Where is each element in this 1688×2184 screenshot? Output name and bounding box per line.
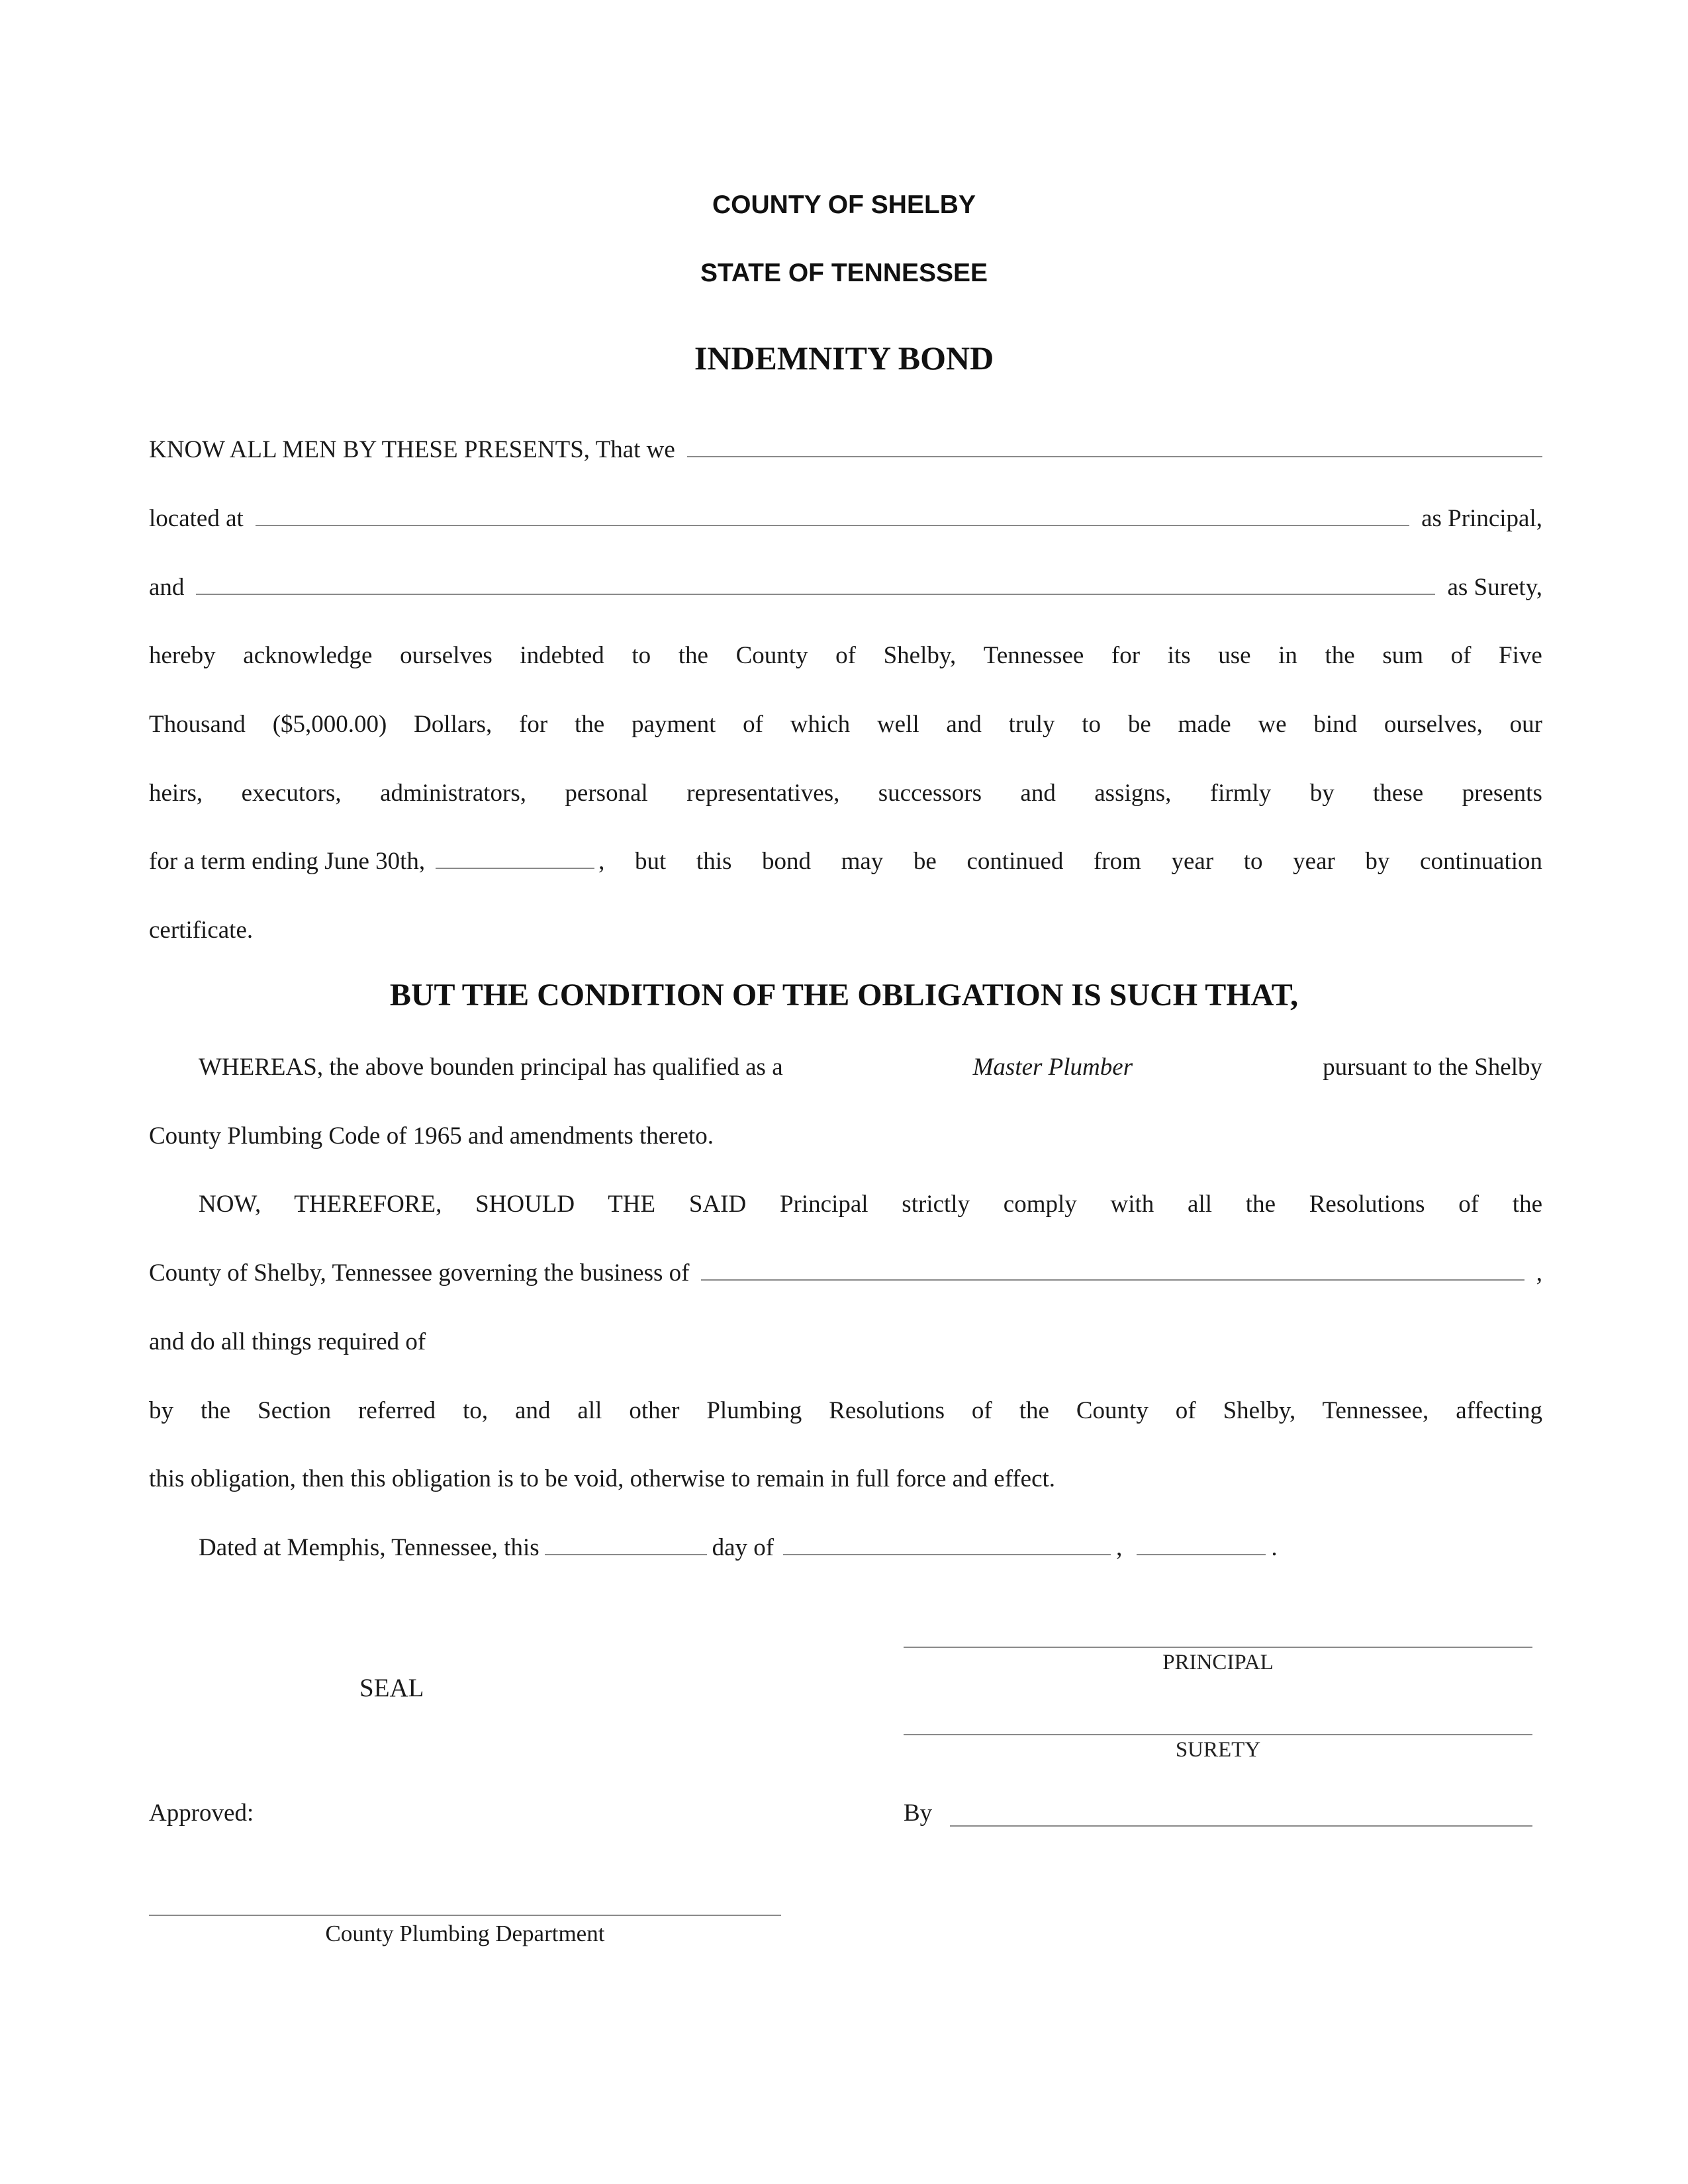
county-plumbing-department-label: County Plumbing Department — [325, 1921, 605, 1946]
word: well — [876, 711, 919, 738]
word: representatives, — [686, 780, 840, 807]
paragraph-line-4 — [149, 639, 1542, 672]
surety-signature-line[interactable] — [904, 1734, 1532, 1735]
word: to — [1082, 711, 1102, 738]
whereas-text-b: pursuant to the Shelby — [1323, 1054, 1542, 1081]
word: Shelby, — [883, 642, 957, 669]
governing-business-label: County of Shelby, Tennessee governing the business of — [149, 1259, 690, 1287]
word: Thousand — [149, 711, 246, 738]
county-header: COUNTY OF SHELBY — [712, 191, 976, 219]
as-surety-label: as Surety, — [1447, 574, 1542, 601]
word: use — [1218, 642, 1251, 669]
word: the — [1325, 642, 1355, 669]
continuation-text: , but this bond may be continued from year to year by continuation — [598, 848, 1542, 875]
by-label: By — [904, 1799, 933, 1827]
dated-at-label: Dated at Memphis, Tennessee, this — [199, 1534, 539, 1561]
word: of — [1450, 642, 1472, 669]
word: and — [946, 711, 982, 738]
word: heirs, — [149, 780, 203, 807]
word: our — [1509, 711, 1542, 738]
word: for — [1111, 642, 1141, 669]
word: sum — [1382, 642, 1423, 669]
word: which — [790, 711, 851, 738]
word: these — [1373, 780, 1424, 807]
word: firmly — [1209, 780, 1272, 807]
word: to — [632, 642, 651, 669]
document-title: INDEMNITY BOND — [694, 340, 994, 377]
day-field[interactable] — [545, 1533, 707, 1555]
word: the — [678, 642, 708, 669]
year-field[interactable] — [1137, 1533, 1266, 1555]
principal-address-field[interactable] — [256, 504, 1409, 526]
master-plumber-text: Master Plumber — [972, 1054, 1133, 1081]
now-therefore-line-3 — [149, 1326, 1542, 1359]
required-of-text: and do all things required of — [149, 1328, 426, 1355]
now-therefore-line-5 — [149, 1463, 1542, 1496]
and-label: and — [149, 574, 185, 601]
surety-name-field[interactable] — [196, 572, 1435, 595]
word: Tennessee — [983, 642, 1084, 669]
word: ($5,000.00) — [272, 711, 387, 738]
opening-text: KNOW ALL MEN BY THESE PRESENTS, That we — [149, 436, 675, 463]
term-ending-label: for a term ending June 30th, — [149, 848, 426, 875]
word: executors, — [241, 780, 342, 807]
word: payment — [631, 711, 716, 738]
paragraph-line-7 — [149, 845, 1542, 878]
opening-line-3 — [149, 571, 1542, 604]
date-comma: , — [1116, 1534, 1123, 1561]
dated-line — [199, 1531, 1390, 1565]
principal-name-field[interactable] — [687, 435, 1542, 457]
word: be — [1127, 711, 1151, 738]
by-signature-line[interactable] — [950, 1825, 1532, 1827]
whereas-text-a: WHEREAS, the above bounden principal has qualified as a — [199, 1054, 783, 1081]
word: acknowledge — [243, 642, 373, 669]
word: its — [1167, 642, 1191, 669]
day-of-label: day of — [712, 1534, 774, 1561]
located-at-label: located at — [149, 505, 244, 532]
month-field[interactable] — [783, 1533, 1111, 1555]
whereas-line-1 — [199, 1051, 1542, 1084]
as-principal-label: as Principal, — [1421, 505, 1542, 532]
word: assigns, — [1094, 780, 1172, 807]
now-therefore-line-4 — [149, 1394, 1542, 1428]
word: Five — [1499, 642, 1542, 669]
word: bind — [1313, 711, 1358, 738]
word: ourselves, — [1383, 711, 1483, 738]
business-field[interactable] — [701, 1258, 1524, 1281]
word: we — [1258, 711, 1287, 738]
word: County — [735, 642, 808, 669]
word: of — [743, 711, 763, 738]
paragraph-line-5 — [149, 708, 1542, 741]
term-year-field[interactable] — [436, 846, 594, 869]
word: ourselves — [400, 642, 492, 669]
word: Dollars, — [414, 711, 492, 738]
now-therefore-line-2 — [149, 1257, 1542, 1290]
opening-line-2 — [149, 502, 1542, 535]
whereas-line-2 — [149, 1120, 1542, 1153]
certificate-text: certificate. — [149, 917, 254, 944]
section-referred-text: by the Section referred to, and all other Plumbing Resolutions of the County of Shelby, Tennessee, affecting — [149, 1397, 1542, 1424]
approved-label: Approved: — [149, 1799, 254, 1827]
date-period: . — [1271, 1534, 1278, 1561]
word: personal — [565, 780, 648, 807]
word: presents — [1462, 780, 1542, 807]
word: truly — [1008, 711, 1055, 738]
word: by — [1309, 780, 1335, 807]
seal-label: SEAL — [359, 1674, 424, 1702]
paragraph-line-8 — [149, 914, 1542, 947]
word: for — [519, 711, 548, 738]
now-therefore-text: NOW, THEREFORE, SHOULD THE SAID Principal strictly comply with all the Resolutions of the — [199, 1191, 1542, 1218]
approval-signature-line[interactable] — [149, 1915, 781, 1916]
word: hereby — [149, 642, 216, 669]
whereas-text-c: County Plumbing Code of 1965 and amendments thereto. — [149, 1122, 714, 1150]
word: successors — [878, 780, 982, 807]
condition-heading: BUT THE CONDITION OF THE OBLIGATION IS SUCH THAT, — [389, 978, 1299, 1013]
paragraph-line-6 — [149, 777, 1542, 810]
word: administrators, — [380, 780, 526, 807]
word: made — [1178, 711, 1231, 738]
surety-label: SURETY — [1175, 1738, 1261, 1762]
now-therefore-line-1 — [199, 1188, 1542, 1221]
word: and — [1020, 780, 1056, 807]
state-header: STATE OF TENNESSEE — [700, 259, 988, 287]
principal-label: PRINCIPAL — [1162, 1651, 1274, 1674]
word: the — [575, 711, 605, 738]
business-comma: , — [1536, 1259, 1542, 1287]
word: of — [835, 642, 856, 669]
word: in — [1278, 642, 1297, 669]
opening-line-1 — [149, 433, 1542, 467]
word: indebted — [520, 642, 604, 669]
principal-signature-line[interactable] — [904, 1647, 1532, 1648]
void-text: this obligation, then this obligation is to be void, otherwise to remain in full force and effect. — [149, 1465, 1056, 1492]
